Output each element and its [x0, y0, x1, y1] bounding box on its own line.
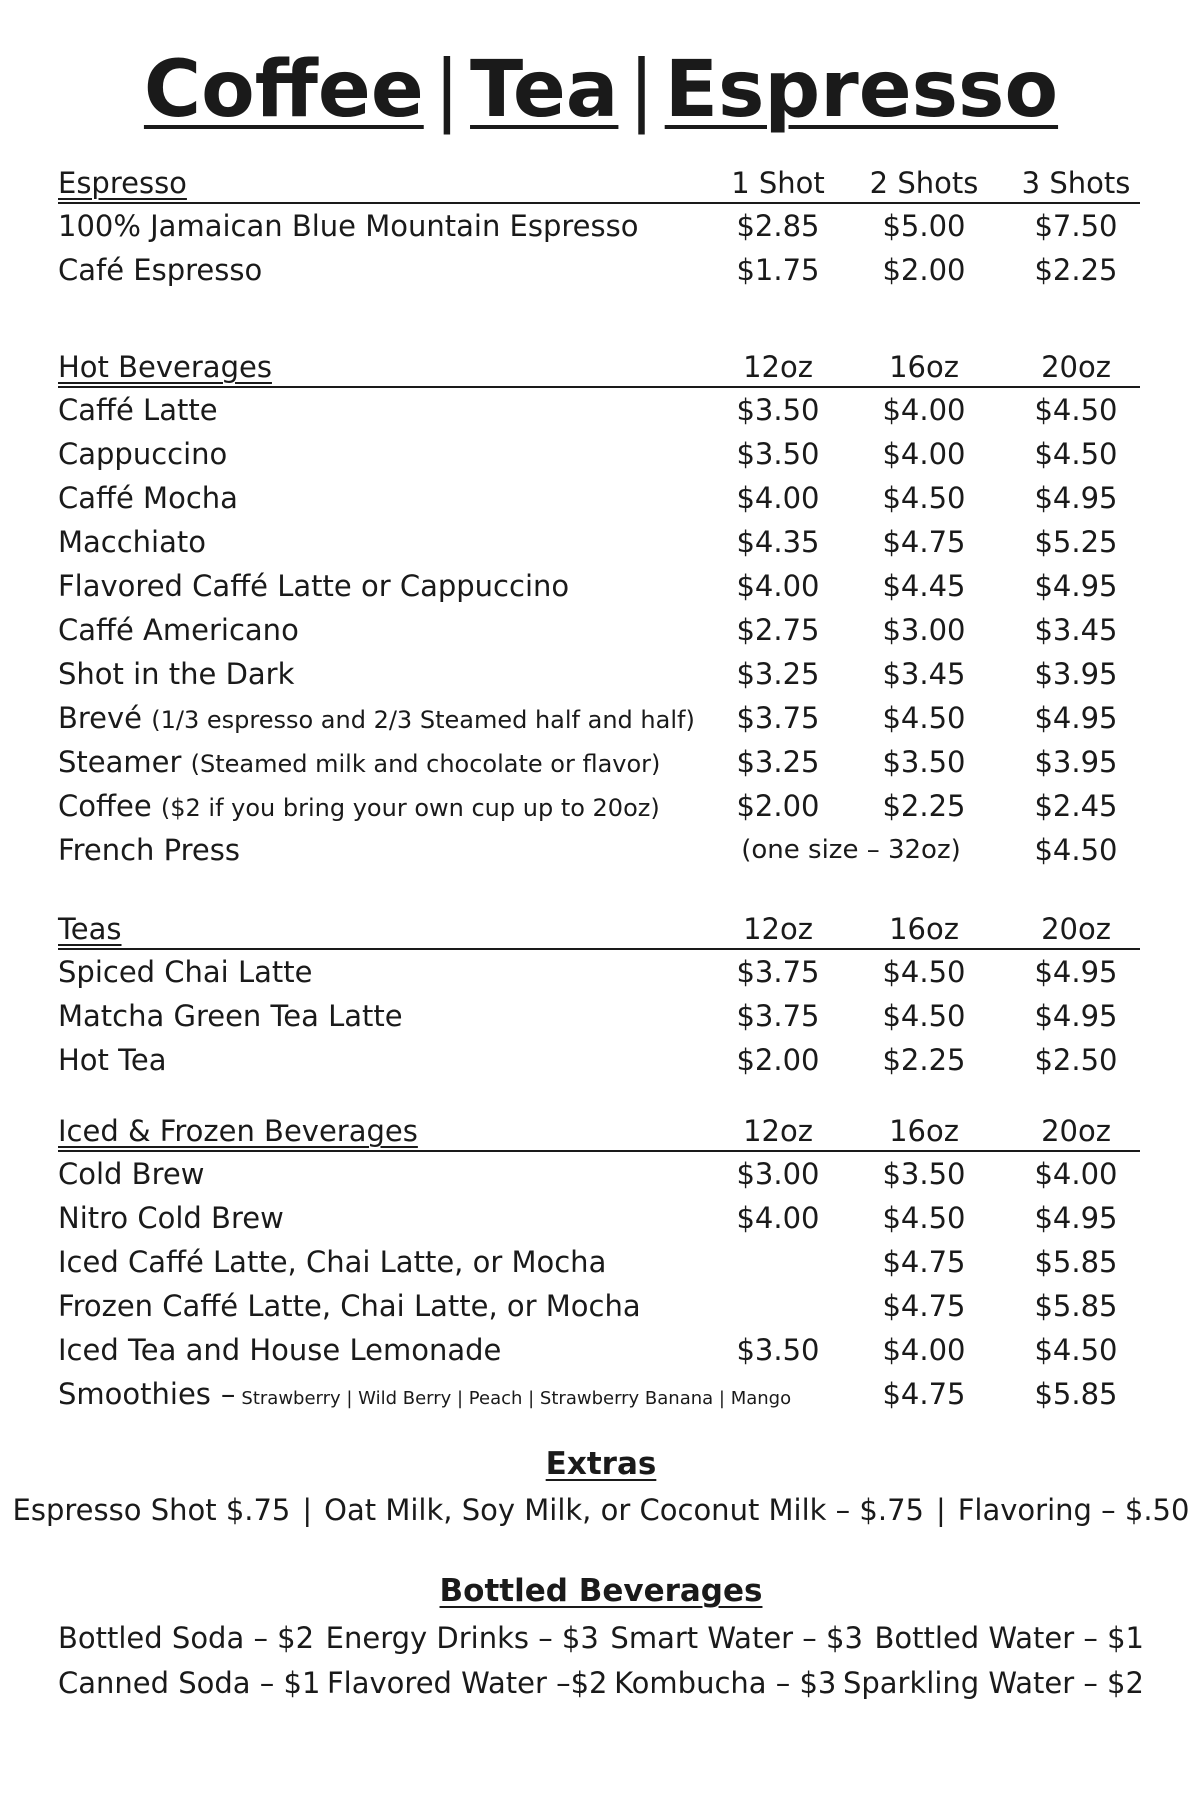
column-header: 3 Shots: [1021, 166, 1131, 200]
section-title: Hot Beverages: [58, 350, 272, 384]
item-note: (Steamed milk and chocolate or flavor): [190, 750, 661, 778]
hot-beverages-section: [58, 346, 1140, 872]
item-price: $2.45: [1034, 789, 1118, 823]
menu-item: [58, 476, 1140, 520]
item-price: $4.95: [1034, 569, 1118, 603]
menu-item: [58, 1328, 1140, 1372]
extras-title: Extras: [545, 1446, 657, 1482]
extras-separator: |: [935, 1493, 946, 1527]
section-title: Teas: [58, 912, 122, 946]
section-header: [58, 1110, 1140, 1152]
item-name: Iced Caffé Latte, Chai Latte, or Mocha: [58, 1245, 607, 1279]
item-price: $2.25: [882, 1043, 966, 1077]
item-price: $3.75: [736, 999, 820, 1033]
column-header: 16oz: [889, 350, 959, 384]
item-price: $4.50: [1034, 393, 1118, 427]
item-name: Caffé Latte: [58, 393, 218, 427]
bottled-item: Energy Drinks – $3: [325, 1621, 599, 1655]
item-price: $5.00: [882, 209, 966, 243]
bottled-row: [58, 1621, 1144, 1655]
item-size-note: (one size – 32oz): [741, 835, 961, 865]
item-price: $4.50: [882, 1201, 966, 1235]
item-price: $5.25: [1034, 525, 1118, 559]
item-name: Steamer: [58, 745, 182, 779]
section-title: Espresso: [58, 166, 187, 200]
item-price: $4.00: [736, 569, 820, 603]
bottled-item: Canned Soda – $1: [58, 1666, 321, 1700]
item-price: $4.00: [736, 1201, 820, 1235]
item-price: $2.50: [1034, 1043, 1118, 1077]
item-price: $4.50: [1034, 833, 1118, 867]
item-price: $4.95: [1034, 1201, 1118, 1235]
item-price: $3.75: [736, 955, 820, 989]
extras-item: Oat Milk, Soy Milk, or Coconut Milk – $.75: [324, 1493, 924, 1527]
menu-item: [58, 1196, 1140, 1240]
menu-item: [58, 1372, 1140, 1416]
item-price: $3.45: [882, 657, 966, 691]
item-price: $2.85: [736, 209, 820, 243]
item-price: $7.50: [1034, 209, 1118, 243]
item-name-with-note: [58, 740, 660, 786]
column-header: 16oz: [889, 912, 959, 946]
item-name: Smoothies: [58, 1377, 211, 1411]
menu-item: [58, 696, 1140, 740]
item-price: $3.95: [1034, 657, 1118, 691]
item-price: $4.75: [882, 1289, 966, 1323]
item-price: $4.50: [1034, 1333, 1118, 1367]
item-price: $3.25: [736, 657, 820, 691]
item-price: $2.00: [736, 789, 820, 823]
item-price: $1.75: [736, 253, 820, 287]
item-price: $4.95: [1034, 701, 1118, 735]
column-header: 20oz: [1041, 1114, 1111, 1148]
item-price: $3.00: [736, 1157, 820, 1191]
bottled-item: Kombucha – $3: [614, 1666, 837, 1700]
item-price: $4.50: [882, 999, 966, 1033]
menu-item: [58, 994, 1140, 1038]
item-price: $4.00: [882, 393, 966, 427]
item-price: $4.50: [882, 955, 966, 989]
item-name-with-note: [58, 784, 660, 830]
item-price: $5.85: [1034, 1377, 1118, 1411]
item-price: $3.95: [1034, 745, 1118, 779]
item-name: Coffee: [58, 789, 152, 823]
bottled-item: Smart Water – $3: [610, 1621, 863, 1655]
item-price: $4.75: [882, 1377, 966, 1411]
menu-item: [58, 652, 1140, 696]
section-header: [58, 908, 1140, 950]
extras-item: Espresso Shot $.75: [12, 1493, 291, 1527]
column-header: 12oz: [743, 912, 813, 946]
item-name: Cappuccino: [58, 437, 228, 471]
menu-item: [58, 950, 1140, 994]
item-price: $5.85: [1034, 1289, 1118, 1323]
item-price: $3.25: [736, 745, 820, 779]
item-price: $4.95: [1034, 999, 1118, 1033]
item-name: 100% Jamaican Blue Mountain Espresso: [58, 209, 639, 243]
item-price: $2.25: [882, 789, 966, 823]
item-price: $3.00: [882, 613, 966, 647]
menu-item: [58, 520, 1140, 564]
item-price: $4.50: [882, 481, 966, 515]
extras-separator: |: [302, 1493, 313, 1527]
item-name: Caffé Mocha: [58, 481, 238, 515]
item-price: $4.35: [736, 525, 820, 559]
item-price: $4.75: [882, 1245, 966, 1279]
menu-item: [58, 828, 1140, 872]
item-price: $2.00: [736, 1043, 820, 1077]
menu-item: [58, 1038, 1140, 1082]
title-separator: |: [433, 45, 461, 135]
item-name: Flavored Caffé Latte or Cappuccino: [58, 569, 570, 603]
title-espresso: Espresso: [664, 45, 1059, 135]
item-price: $2.00: [882, 253, 966, 287]
title-tea: Tea: [470, 45, 619, 135]
item-price: $3.50: [882, 1157, 966, 1191]
item-price: $4.95: [1034, 955, 1118, 989]
extras-item: Flavoring – $.50: [957, 1493, 1190, 1527]
bottled-row: [58, 1666, 1144, 1700]
menu-item: [58, 564, 1140, 608]
item-name: Cold Brew: [58, 1157, 205, 1191]
menu-item: [58, 248, 1140, 292]
menu-item: [58, 1152, 1140, 1196]
column-header: 12oz: [743, 1114, 813, 1148]
item-flavors: Strawberry | Wild Berry | Peach | Strawberry Banana | Mango: [241, 1388, 792, 1409]
item-name: Nitro Cold Brew: [58, 1201, 284, 1235]
iced-frozen-section: [58, 1110, 1140, 1416]
item-price: $4.95: [1034, 481, 1118, 515]
item-name-with-note: [58, 1372, 791, 1421]
item-price: $4.00: [882, 437, 966, 471]
section-title: Iced & Frozen Beverages: [58, 1114, 418, 1148]
item-price: $4.00: [1034, 1157, 1118, 1191]
item-price: $4.00: [736, 481, 820, 515]
item-name: Caffé Americano: [58, 613, 299, 647]
extras-line: [0, 1493, 1202, 1527]
item-name: Hot Tea: [58, 1043, 167, 1077]
item-price: $2.25: [1034, 253, 1118, 287]
item-price: $4.45: [882, 569, 966, 603]
item-name: Café Espresso: [58, 253, 263, 287]
item-name: Shot in the Dark: [58, 657, 295, 691]
menu-item: [58, 784, 1140, 828]
item-name: Frozen Caffé Latte, Chai Latte, or Mocha: [58, 1289, 641, 1323]
item-name: Brevé: [58, 701, 143, 735]
column-header: 12oz: [743, 350, 813, 384]
item-name: Matcha Green Tea Latte: [58, 999, 403, 1033]
item-price: $4.50: [1034, 437, 1118, 471]
menu-item: [58, 608, 1140, 652]
item-price: $3.50: [736, 393, 820, 427]
menu-item: [58, 1284, 1140, 1328]
item-price: $5.85: [1034, 1245, 1118, 1279]
bottled-item: Bottled Water – $1: [874, 1621, 1144, 1655]
bottled-beverages-title: Bottled Beverages: [439, 1573, 763, 1609]
item-note: ($2 if you bring your own cup up to 20oz): [160, 794, 660, 822]
menu-item: [58, 432, 1140, 476]
item-name: Iced Tea and House Lemonade: [58, 1333, 502, 1367]
item-name-with-note: [58, 696, 695, 742]
menu-item: [58, 740, 1140, 784]
item-price: $2.75: [736, 613, 820, 647]
menu-item: [58, 388, 1140, 432]
column-header: 20oz: [1041, 912, 1111, 946]
item-name: French Press: [58, 833, 240, 867]
item-price: $3.50: [882, 745, 966, 779]
column-header: 16oz: [889, 1114, 959, 1148]
bottled-item: Bottled Soda – $2: [58, 1621, 315, 1655]
column-header: 20oz: [1041, 350, 1111, 384]
espresso-section: [58, 162, 1140, 292]
section-header: [58, 162, 1140, 204]
item-price: $4.50: [882, 701, 966, 735]
bottled-item: Flavored Water –$2: [327, 1666, 608, 1700]
item-price: $4.75: [882, 525, 966, 559]
column-header: 2 Shots: [869, 166, 979, 200]
item-price: $3.50: [736, 1333, 820, 1367]
item-price: $3.45: [1034, 613, 1118, 647]
item-price: $4.00: [882, 1333, 966, 1367]
section-header: [58, 346, 1140, 388]
item-price: $3.75: [736, 701, 820, 735]
item-dash: –: [220, 1377, 236, 1411]
item-name: Spiced Chai Latte: [58, 955, 313, 989]
column-header: 1 Shot: [731, 166, 825, 200]
page-title: [0, 45, 1202, 135]
menu-item: [58, 204, 1140, 248]
menu-item: [58, 1240, 1140, 1284]
item-price: $3.50: [736, 437, 820, 471]
title-coffee: Coffee: [143, 45, 424, 135]
teas-section: [58, 908, 1140, 1082]
title-separator: |: [628, 45, 655, 135]
item-note: (1/3 espresso and 2/3 Steamed half and half): [151, 706, 695, 734]
item-name: Macchiato: [58, 525, 207, 559]
bottled-item: Sparkling Water – $2: [842, 1666, 1144, 1700]
